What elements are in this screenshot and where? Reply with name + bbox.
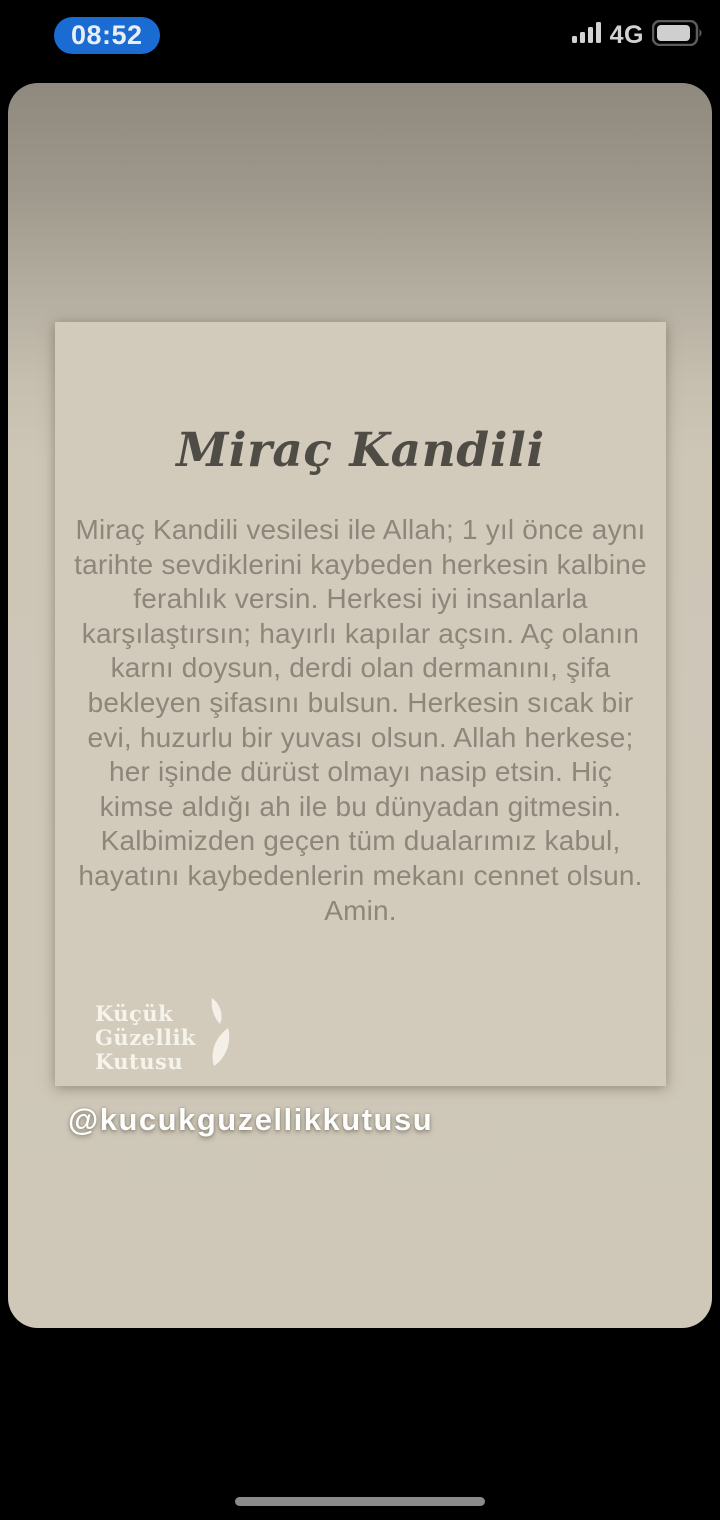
status-time-pill[interactable] bbox=[54, 17, 160, 54]
quote-card bbox=[55, 322, 666, 1086]
status-right-icons bbox=[572, 20, 704, 51]
brand-logo-text bbox=[95, 1002, 196, 1074]
network-type-label: 4G bbox=[609, 21, 644, 49]
brand-logo-line-3: Kutusu bbox=[95, 1048, 184, 1074]
quote-title: Miraç Kandili bbox=[176, 423, 545, 478]
home-indicator[interactable] bbox=[235, 1497, 485, 1506]
status-bar bbox=[0, 0, 720, 83]
feather-icon bbox=[198, 996, 232, 1075]
status-time: 08:52 bbox=[71, 20, 143, 50]
battery-icon bbox=[652, 20, 704, 51]
story-canvas[interactable] bbox=[8, 83, 712, 1328]
signal-bars-icon bbox=[572, 22, 602, 49]
brand-logo-line-1: Küçük bbox=[95, 1000, 174, 1026]
mention-sticker[interactable]: @kucukguzellikkutusu bbox=[68, 1102, 434, 1137]
brand-logo-line-2: Güzellik bbox=[95, 1024, 196, 1050]
quote-body-text: Miraç Kandili vesilesi ile Allah; 1 yıl önce aynı tarihte sevdiklerini kaybeden herkesin kalbine ferahlık versin. Herkesi iyi insanlarla karşılaştırsın; hayırlı kapılar açsın. Aç olanın karnı doysun, derdi olan dermanını, şifa bekleyen şifasını bulsun. Herkesin sıcak bir evi, huzurlu bir yuvası olsun. Allah herkese; her işinde dürüst olmayı nasip etsin. Hiç kimse aldığı ah ile bu dünyadan gitmesin. Kalbimizden geçen tüm dualarımız kabul, hayatını kaybedenlerin mekanı cennet olsun. Amin. bbox=[74, 514, 647, 926]
brand-logo bbox=[95, 1000, 232, 1075]
